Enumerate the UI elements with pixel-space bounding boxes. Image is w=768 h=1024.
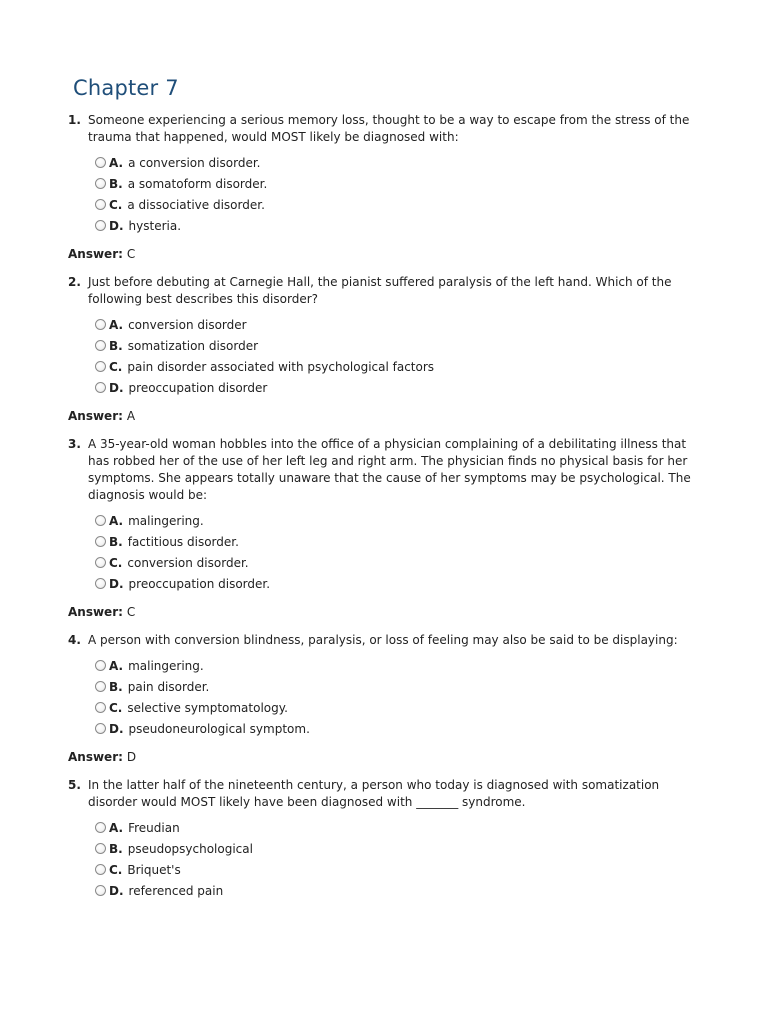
option-letter: C. (109, 359, 123, 374)
option-letter: D. (109, 883, 124, 898)
option-text: factitious disorder. (127, 534, 239, 549)
answer-value: A (126, 409, 136, 423)
option-b[interactable] (95, 335, 708, 356)
question-1 (68, 112, 708, 263)
option-text: somatization disorder (127, 338, 259, 353)
answer-label: Answer: (68, 409, 123, 423)
answer-value: C (126, 605, 136, 619)
option-letter: B. (109, 841, 123, 856)
answer-label: Answer: (68, 605, 123, 619)
option-letter: B. (109, 534, 123, 549)
option-letter: A. (109, 155, 124, 170)
option-letter: D. (109, 218, 124, 233)
question-text: A 35-year-old woman hobbles into the office of a physician complaining of a debilitating illness that has robbed her of the use of her left leg and right arm. The physician finds no physical basis for her symptoms. She appears totally unaware that the cause of her symptoms may be psychological. The diagnosis would be: (88, 437, 691, 502)
option-c[interactable] (95, 194, 708, 215)
option-letter: D. (109, 576, 124, 591)
option-text: hysteria. (128, 218, 182, 233)
option-a[interactable] (95, 655, 708, 676)
option-b[interactable] (95, 173, 708, 194)
option-a[interactable] (95, 314, 708, 335)
option-list (68, 510, 708, 594)
answer-label: Answer: (68, 750, 123, 764)
option-letter: C. (109, 197, 123, 212)
option-c[interactable] (95, 697, 708, 718)
option-d[interactable] (95, 718, 708, 739)
option-list (68, 655, 708, 739)
question-5 (68, 777, 708, 901)
question-2 (68, 274, 708, 425)
radio-button[interactable] (95, 382, 106, 393)
answer-value: C (126, 247, 136, 261)
option-c[interactable] (95, 552, 708, 573)
option-text: Briquet's (127, 862, 181, 877)
option-letter: B. (109, 176, 123, 191)
question-stem (68, 632, 708, 649)
question-stem (68, 436, 708, 504)
option-text: preoccupation disorder. (128, 576, 271, 591)
radio-button[interactable] (95, 681, 106, 692)
option-d[interactable] (95, 377, 708, 398)
option-text: pseudopsychological (127, 841, 253, 856)
option-text: pain disorder. (127, 679, 210, 694)
question-stem (68, 777, 708, 811)
question-stem (68, 274, 708, 308)
radio-button[interactable] (95, 199, 106, 210)
option-letter: A. (109, 820, 124, 835)
option-text: conversion disorder (128, 317, 247, 332)
option-letter: A. (109, 658, 124, 673)
option-text: selective symptomatology. (127, 700, 288, 715)
radio-button[interactable] (95, 578, 106, 589)
option-letter: C. (109, 862, 123, 877)
option-b[interactable] (95, 676, 708, 697)
answer-line (68, 604, 708, 621)
option-text: a conversion disorder. (128, 155, 261, 170)
question-text: Just before debuting at Carnegie Hall, the pianist suffered paralysis of the left hand. Which of the following best describes this disorder? (88, 275, 672, 306)
question-list (68, 112, 708, 901)
question-3 (68, 436, 708, 621)
option-text: referenced pain (128, 883, 224, 898)
question-number: 3. (68, 437, 81, 451)
option-list (68, 152, 708, 236)
radio-button[interactable] (95, 340, 106, 351)
option-d[interactable] (95, 573, 708, 594)
option-text: conversion disorder. (127, 555, 249, 570)
option-text: pseudoneurological symptom. (128, 721, 310, 736)
question-text: In the latter half of the nineteenth century, a person who today is diagnosed with somatization disorder would MOST likely have been diagnosed with _______ syndrome. (88, 778, 660, 809)
option-b[interactable] (95, 838, 708, 859)
radio-button[interactable] (95, 157, 106, 168)
option-letter: D. (109, 721, 124, 736)
answer-value: D (126, 750, 137, 764)
question-number: 4. (68, 633, 81, 647)
option-c[interactable] (95, 859, 708, 880)
question-number: 1. (68, 113, 81, 127)
option-text: malingering. (128, 513, 204, 528)
option-a[interactable] (95, 152, 708, 173)
option-d[interactable] (95, 215, 708, 236)
option-letter: B. (109, 679, 123, 694)
option-letter: D. (109, 380, 124, 395)
option-text: Freudian (128, 820, 180, 835)
answer-line (68, 749, 708, 766)
option-c[interactable] (95, 356, 708, 377)
radio-button[interactable] (95, 885, 106, 896)
answer-line (68, 408, 708, 425)
radio-button[interactable] (95, 361, 106, 372)
chapter-title: Chapter 7 (73, 76, 179, 100)
option-letter: A. (109, 317, 124, 332)
option-letter: A. (109, 513, 124, 528)
option-a[interactable] (95, 510, 708, 531)
radio-button[interactable] (95, 220, 106, 231)
radio-button[interactable] (95, 822, 106, 833)
option-text: a dissociative disorder. (127, 197, 265, 212)
question-stem (68, 112, 708, 146)
radio-button[interactable] (95, 843, 106, 854)
radio-button[interactable] (95, 536, 106, 547)
radio-button[interactable] (95, 660, 106, 671)
question-text: Someone experiencing a serious memory loss, thought to be a way to escape from the stress of the trauma that happened, would MOST likely be diagnosed with: (88, 113, 690, 144)
option-letter: C. (109, 700, 123, 715)
option-list (68, 817, 708, 901)
option-d[interactable] (95, 880, 708, 901)
option-b[interactable] (95, 531, 708, 552)
option-a[interactable] (95, 817, 708, 838)
option-text: preoccupation disorder (128, 380, 268, 395)
answer-line (68, 246, 708, 263)
option-text: pain disorder associated with psychological factors (127, 359, 435, 374)
question-text: A person with conversion blindness, paralysis, or loss of feeling may also be said to be displaying: (88, 633, 678, 647)
option-list (68, 314, 708, 398)
answer-label: Answer: (68, 247, 123, 261)
radio-button[interactable] (95, 864, 106, 875)
radio-button[interactable] (95, 702, 106, 713)
radio-button[interactable] (95, 178, 106, 189)
radio-button[interactable] (95, 515, 106, 526)
option-text: malingering. (128, 658, 204, 673)
option-letter: C. (109, 555, 123, 570)
radio-button[interactable] (95, 557, 106, 568)
radio-button[interactable] (95, 319, 106, 330)
option-text: a somatoform disorder. (127, 176, 268, 191)
question-number: 5. (68, 778, 81, 792)
option-letter: B. (109, 338, 123, 353)
question-4 (68, 632, 708, 766)
question-number: 2. (68, 275, 81, 289)
radio-button[interactable] (95, 723, 106, 734)
